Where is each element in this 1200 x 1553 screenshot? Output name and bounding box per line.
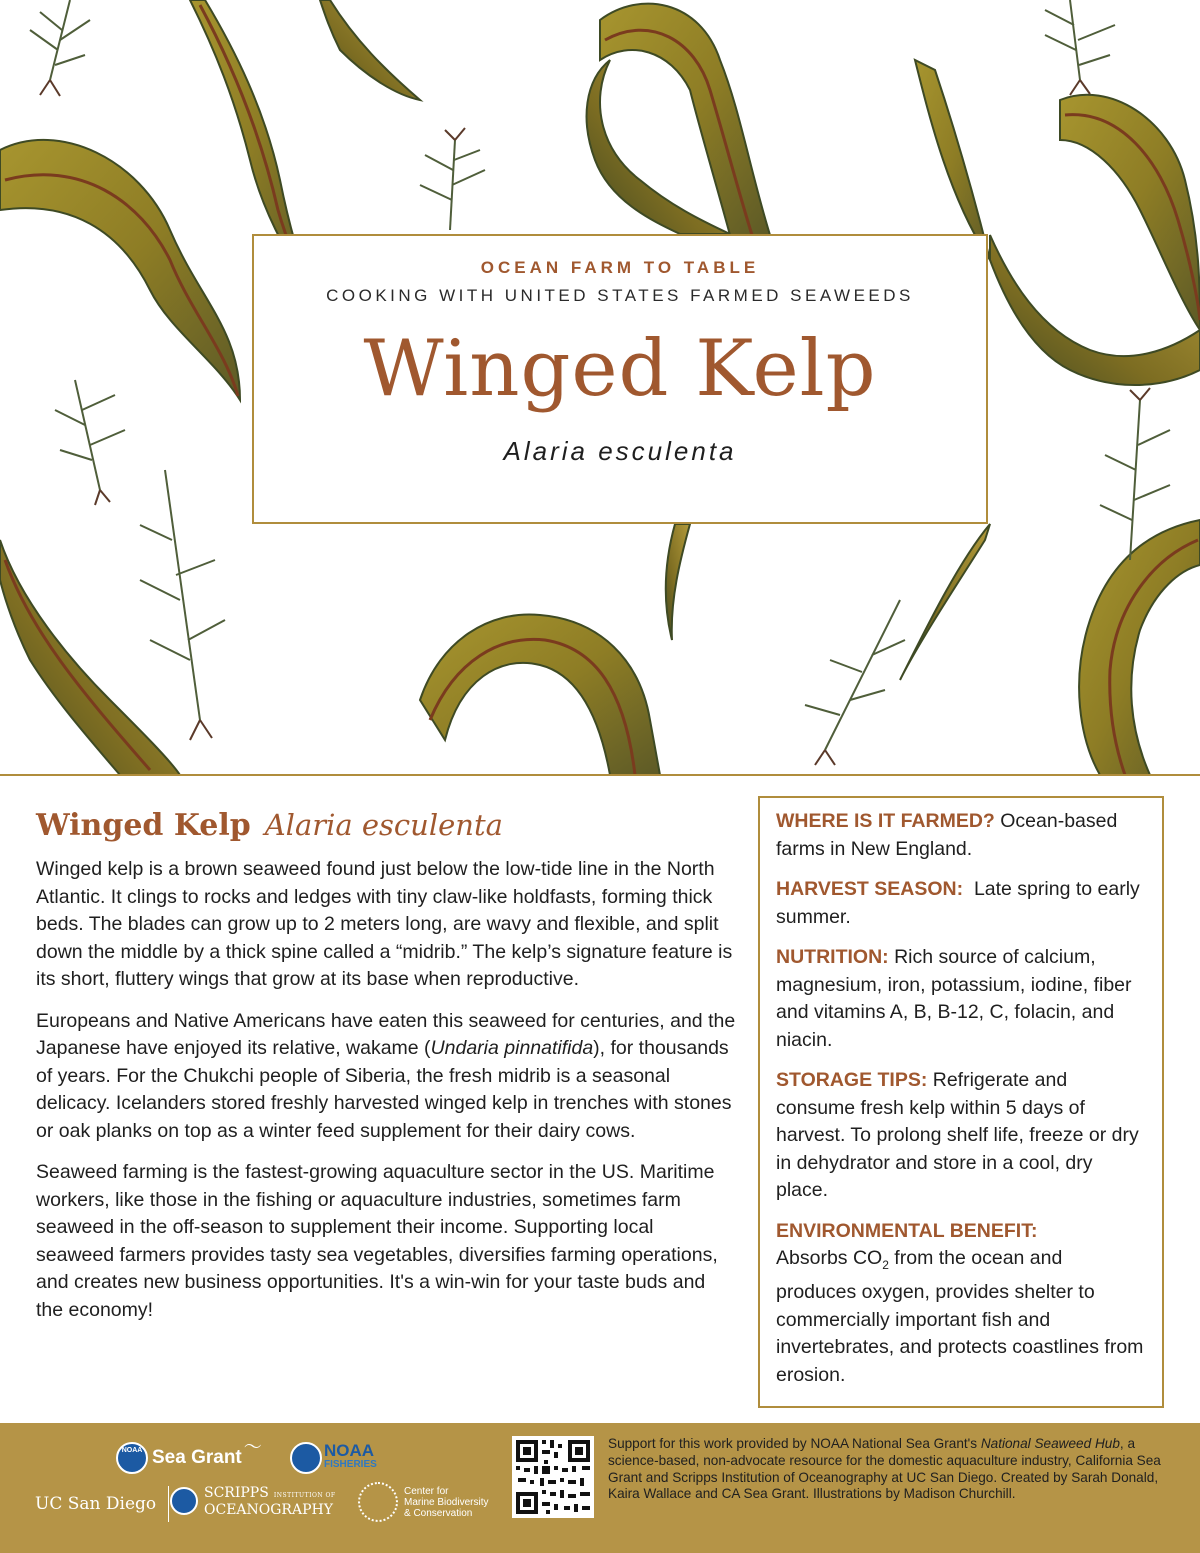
- cmbc-wordmark: [404, 1486, 488, 1519]
- noaa-fisheries-wordmark: [324, 1441, 377, 1472]
- credit-text-italic: National Seaweed Hub: [980, 1436, 1120, 1451]
- fact-storage: [776, 1067, 1146, 1205]
- ucsd-wordmark: UC San Diego: [35, 1494, 157, 1514]
- kelp-blade-right-lower: [900, 520, 1200, 775]
- title-card: [252, 234, 988, 524]
- fact-nutrition: [776, 944, 1146, 1054]
- scientific-name: Alaria esculenta: [503, 436, 737, 466]
- fact-farmed-label: WHERE IS IT FARMED?: [776, 810, 995, 832]
- noaa-badge-text: NOAA: [121, 1447, 143, 1454]
- hero-illustration: [0, 0, 1200, 775]
- cmbc-ring-icon: [358, 1482, 398, 1522]
- cmbc-line-2: Marine Biodiversity: [404, 1496, 489, 1508]
- noaa-fisheries-logo: [290, 1438, 377, 1478]
- fact-environment-label: ENVIRONMENTAL BENEFIT:: [776, 1219, 1038, 1242]
- footer-credit: [608, 1436, 1168, 1503]
- paragraph-description: Winged kelp is a brown seaweed found just below the low-tide line in the North Atlantic. It clings to rocks and ledges with tiny claw-like holdfasts, forming thick beds. The blades can grow up to 2 meters long, are wavy and flexible, and split down the middle by a thick spine called a “midrib.” The kelp’s signature feature is its short, fluttery wings that grow at its base when reproductive.: [36, 858, 733, 990]
- kelp-sprig-lower-left: [140, 470, 225, 740]
- scripps-wordmark: [204, 1485, 336, 1517]
- logo-divider: [168, 1486, 169, 1522]
- credit-text-start: Support for this work provided by NOAA National Sea Grant's: [608, 1436, 981, 1451]
- page-title: Winged Kelp: [363, 324, 877, 414]
- cmbc-logo: [358, 1478, 488, 1526]
- fact-storage-label: STORAGE TIPS:: [776, 1069, 928, 1091]
- history-text-italic: Undaria pinnatifida: [430, 1037, 594, 1059]
- cmbc-line-1: Center for: [404, 1485, 449, 1497]
- credit-text-end: , a science-based, non-advocate resource for the domestic aquaculture industry, California Sea Grant and Scripps Institution of Oceanography at UC San Diego. Created by Sarah Donald, Kaira Wallace and CA Sea Grant. Illustrations by Madison Churchill.: [608, 1436, 1161, 1502]
- fact-farmed: [776, 808, 1146, 863]
- kelp-sprig-top-right: [1045, 0, 1115, 95]
- fact-nutrition-label: NUTRITION:: [776, 946, 889, 968]
- kelp-sprig-lower-right: [805, 600, 905, 765]
- paragraph-history: [36, 1008, 736, 1146]
- heading-common-name: Winged Kelp: [36, 808, 251, 843]
- series-subtitle: COOKING WITH UNITED STATES FARMED SEAWEEDS: [326, 286, 914, 305]
- sea-grant-logo: [116, 1438, 262, 1478]
- fact-season: [776, 876, 1146, 931]
- sea-grant-wave-icon: 〜: [243, 1437, 262, 1457]
- section-heading: [36, 805, 736, 846]
- scripps-small: INSTITUTION OF: [273, 1492, 336, 1499]
- history-text-start: Europeans and Native Americans have eaten this seaweed for centuries, and the Japanese have enjoyed its relative, wakame (: [36, 1009, 736, 1059]
- fact-environment-text-end: from the ocean and produces oxygen, provides shelter to commercially important fish and invertebrates, and protects coastlines from erosion.: [776, 1247, 1144, 1386]
- scripps-bottom: OCEANOGRAPHY: [204, 1502, 333, 1518]
- fact-environment-subscript: 2: [882, 1257, 889, 1272]
- kelp-sprig-center-left: [420, 128, 485, 230]
- noaa-fisheries-top: NOAA: [324, 1441, 375, 1460]
- ucsd-logo: [35, 1484, 169, 1524]
- history-text-end: ), for thousands of years. For the Chukchi people of Siberia, the fresh midrib is a seasonal delicacy. Icelanders stored freshly harvested winged kelp in trenches with stones or oak planks on top as a winter feed supplement for their dairy cows.: [36, 1037, 732, 1142]
- heading-scientific-name: Alaria esculenta: [264, 808, 503, 842]
- noaa-globe-icon: [116, 1442, 148, 1474]
- scripps-top: SCRIPPS: [204, 1485, 269, 1501]
- facts-box: [758, 796, 1164, 1408]
- cmbc-line-3: & Conservation: [404, 1507, 473, 1519]
- fact-environment-text-start: Absorbs CO: [776, 1247, 883, 1269]
- fact-storage-text: Refrigerate and consume fresh kelp within 5 days of harvest. To prolong shelf life, freeze or dry in dehydrator and store in a cool, dry place.: [776, 1069, 1139, 1201]
- paragraph-farming: Seaweed farming is the fastest-growing aquaculture sector in the US. Maritime workers, like those in the fishing or aquaculture industries, sometimes farm seaweed in the off-season to supplement their income. Supporting local seaweed farmers provides tasty sea vegetables, diversifies farming operations, and creates new business opportunities. It's a win-win for your taste buds and the economy!: [36, 1161, 718, 1321]
- kelp-blade-bottom-center: [420, 524, 690, 775]
- fact-nutrition-text: Rich source of calcium, magnesium, iron, potassium, iodine, fiber and vitamins A, B, B-12, C, folacin, and niacin.: [776, 946, 1132, 1051]
- about-section: [36, 805, 736, 1338]
- fact-farmed-text: Ocean-based farms in New England.: [776, 810, 1118, 860]
- kelp-blade-top-center: [587, 4, 770, 235]
- fact-season-text: Late spring to early summer.: [776, 878, 1140, 928]
- kelp-sprig-left-middle: [55, 380, 125, 505]
- fact-environment: [776, 1218, 1146, 1390]
- kelp-blade-left-lower: [0, 540, 180, 775]
- qr-code[interactable]: [512, 1436, 594, 1518]
- kelp-blade-left-upper: [0, 140, 240, 400]
- kelp-sprig-top-left: [30, 0, 90, 96]
- noaa-fisheries-bottom: FISHERIES: [324, 1459, 377, 1470]
- hero-divider: [0, 774, 1200, 776]
- noaa-fisheries-globe-icon: [290, 1442, 322, 1474]
- qr-code-icon: [512, 1436, 594, 1518]
- scripps-logo: [170, 1481, 336, 1521]
- sea-grant-text: Sea Grant: [152, 1447, 242, 1468]
- fact-season-label: HARVEST SEASON:: [776, 878, 964, 900]
- series-kicker: OCEAN FARM TO TABLE: [480, 258, 760, 277]
- scripps-globe-icon: [170, 1487, 198, 1515]
